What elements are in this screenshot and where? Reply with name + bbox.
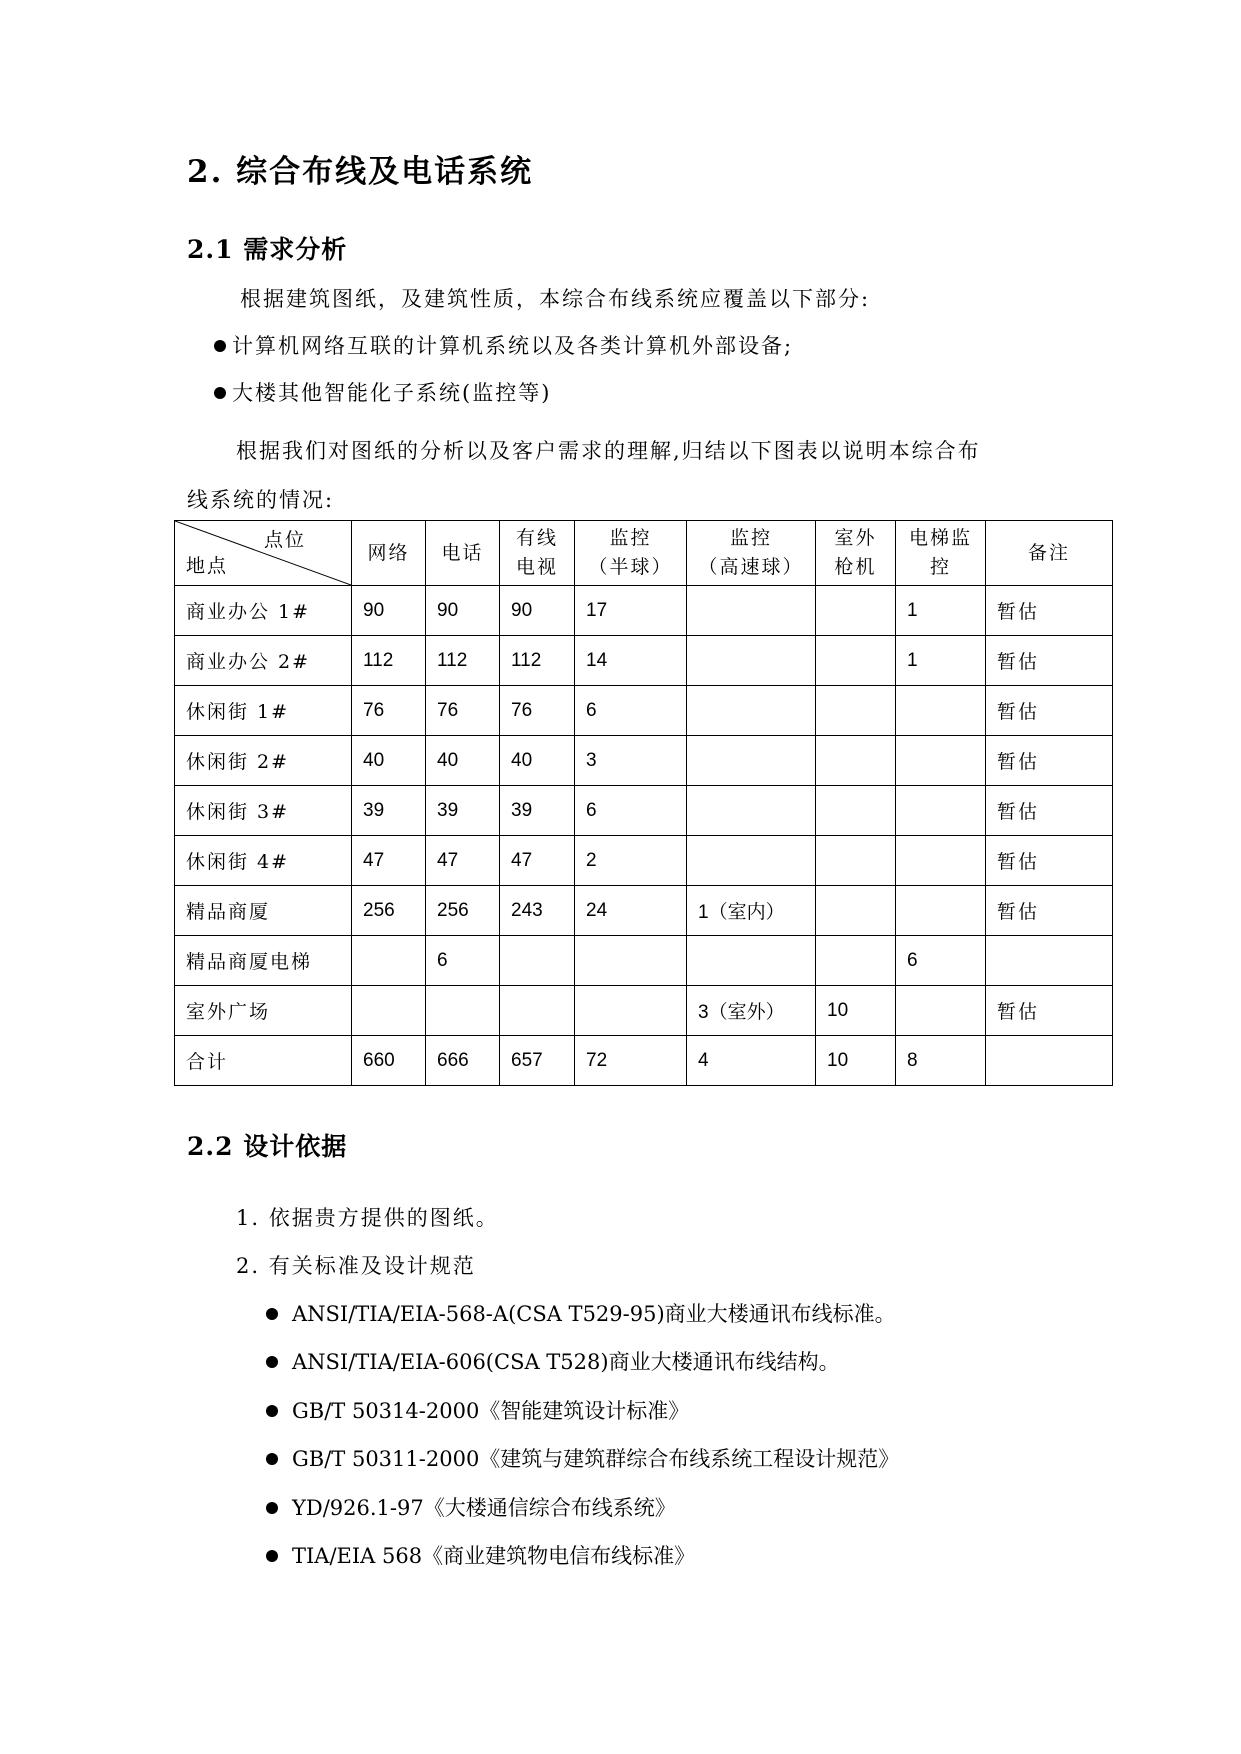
count-cell [896,886,986,936]
standard-text: TIA/EIA 568《商业建筑物电信布线标准》 [292,1544,696,1568]
count-cell [816,836,896,886]
standard-item [266,1346,840,1376]
header-speed-dome [687,521,816,586]
count-cell [816,786,896,836]
numbered-item: 1. 依据贵方提供的图纸。 [236,1206,499,1230]
count-cell: 6 [426,936,500,986]
count-cell [896,686,986,736]
bullet-icon [214,387,226,399]
standard-item [266,1540,695,1570]
header-cable-tv-line2: 电视 [515,556,558,578]
bullet-icon [266,1356,278,1368]
count-cell: 47 [500,836,575,886]
subsection-title-requirements: 2.1 需求分析 [187,235,348,264]
count-cell [896,736,986,786]
count-cell: 14 [575,636,687,686]
remarks-cell: 暂估 [986,836,1113,886]
header-dome-camera-line1: 监控 [609,527,652,549]
count-cell: 3（室外） [687,986,816,1036]
header-speed-dome-line1: 监控 [729,527,772,549]
count-cell: 1（室内） [687,886,816,936]
count-cell: 39 [500,786,575,836]
count-cell [575,986,687,1036]
bullet-item [214,377,551,407]
count-cell: 40 [426,736,500,786]
count-cell: 90 [500,586,575,636]
table-row [175,786,1113,836]
bullet-icon [266,1308,278,1320]
count-cell: 90 [352,586,426,636]
count-cell: 47 [352,836,426,886]
table-row [175,736,1113,786]
count-cell [816,686,896,736]
bullet-icon [214,340,226,352]
count-cell: 76 [426,686,500,736]
count-cell: 112 [426,636,500,686]
count-cell [816,936,896,986]
count-cell [687,736,816,786]
remarks-cell: 暂估 [986,636,1113,686]
table-row [175,1036,1113,1086]
standard-item [266,1492,676,1522]
count-cell: 1 [896,636,986,686]
location-cell: 精品商厦电梯 [175,936,352,986]
bullet-icon [266,1453,278,1465]
remarks-cell: 暂估 [986,786,1113,836]
remarks-cell [986,1036,1113,1086]
count-cell: 256 [426,886,500,936]
table-row [175,986,1113,1036]
count-cell: 10 [816,1036,896,1086]
count-cell: 243 [500,886,575,936]
count-cell: 39 [352,786,426,836]
count-cell [816,736,896,786]
count-cell: 6 [575,686,687,736]
location-cell: 精品商厦 [175,886,352,936]
count-cell [896,986,986,1036]
standard-item [266,1443,899,1473]
bullet-icon [266,1405,278,1417]
count-cell [687,936,816,986]
header-dome-camera-line2: （半球） [588,556,673,578]
count-cell: 24 [575,886,687,936]
subsection-title-basis: 2.2 设计依据 [187,1132,348,1161]
table-row [175,686,1113,736]
location-cell: 休闲街 3# [175,786,352,836]
remarks-cell: 暂估 [986,886,1113,936]
count-cell: 112 [352,636,426,686]
remarks-cell: 暂估 [986,686,1113,736]
count-cell: 657 [500,1036,575,1086]
header-outdoor-gun-line2: 枪机 [834,556,877,578]
header-point-label: 点位 [263,529,306,551]
count-cell: 10 [816,986,896,1036]
header-remarks: 备注 [986,521,1113,586]
table-row [175,886,1113,936]
count-cell: 90 [426,586,500,636]
table-header-row [175,521,1113,586]
count-cell: 39 [426,786,500,836]
header-outdoor-gun [816,521,896,586]
points-table [174,520,1113,1086]
count-cell: 1 [896,586,986,636]
analysis-paragraph-line2: 线系统的情况: [187,488,335,512]
count-cell [352,986,426,1036]
count-cell [816,586,896,636]
section-title: 2. 综合布线及电话系统 [187,154,534,190]
count-cell: 660 [352,1036,426,1086]
header-elevator-camera-line2: 控 [929,556,951,578]
location-cell: 合计 [175,1036,352,1086]
count-cell [687,586,816,636]
count-cell: 6 [896,936,986,986]
count-cell: 40 [500,736,575,786]
count-cell: 256 [352,886,426,936]
count-cell: 6 [575,786,687,836]
count-cell [816,636,896,686]
location-cell: 室外广场 [175,986,352,1036]
diagonal-header-cell [175,521,352,586]
header-speed-dome-line2: （高速球） [698,556,804,578]
count-cell: 112 [500,636,575,686]
count-cell: 666 [426,1036,500,1086]
standard-text: YD/926.1-97《大楼通信综合布线系统》 [292,1496,676,1520]
standard-text: ANSI/TIA/EIA-568-A(CSA T529-95)商业大楼通讯布线标准。 [292,1302,896,1326]
count-cell [687,636,816,686]
standard-text: GB/T 50314-2000《智能建筑设计标准》 [292,1399,690,1423]
count-cell: 17 [575,586,687,636]
standard-text: ANSI/TIA/EIA-606(CSA T528)商业大楼通讯布线结构。 [292,1350,840,1374]
count-cell [426,986,500,1036]
header-phone: 电话 [426,521,500,586]
header-elevator-camera-line1: 电梯监 [908,527,972,549]
remarks-cell [986,936,1113,986]
count-cell: 3 [575,736,687,786]
location-cell: 商业办公 2# [175,636,352,686]
location-cell: 休闲街 1# [175,686,352,736]
bullet-text: 大楼其他智能化子系统(监控等) [232,381,552,405]
remarks-cell: 暂估 [986,986,1113,1036]
count-cell: 8 [896,1036,986,1086]
standard-text: GB/T 50311-2000《建筑与建筑群综合布线系统工程设计规范》 [292,1447,900,1471]
count-cell: 76 [352,686,426,736]
location-cell: 商业办公 1# [175,586,352,636]
standard-item [266,1395,689,1425]
location-cell: 休闲街 2# [175,736,352,786]
count-cell: 72 [575,1036,687,1086]
bullet-icon [266,1502,278,1514]
remarks-cell: 暂估 [986,736,1113,786]
numbered-item: 2. 有关标准及设计规范 [236,1254,476,1278]
count-cell [687,786,816,836]
count-cell [500,936,575,986]
count-cell: 40 [352,736,426,786]
bullet-icon [266,1550,278,1562]
count-cell [687,686,816,736]
analysis-paragraph-line1: 根据我们对图纸的分析以及客户需求的理解,归结以下图表以说明本综合布 [236,439,981,463]
header-cable-tv [500,521,575,586]
header-location-label: 地点 [186,555,229,577]
header-network: 网络 [352,521,426,586]
header-elevator-camera [896,521,986,586]
table-row [175,836,1113,886]
header-cable-tv-line1: 有线 [515,527,558,549]
bullet-text: 计算机网络互联的计算机系统以及各类计算机外部设备; [232,334,794,358]
intro-paragraph: 根据建筑图纸，及建筑性质，本综合布线系统应覆盖以下部分: [240,287,871,311]
count-cell [500,986,575,1036]
count-cell [687,836,816,886]
header-dome-camera [575,521,687,586]
remarks-cell: 暂估 [986,586,1113,636]
count-cell: 4 [687,1036,816,1086]
count-cell [575,936,687,986]
count-cell [352,936,426,986]
count-cell [896,836,986,886]
count-cell: 76 [500,686,575,736]
count-cell [816,886,896,936]
table-row [175,586,1113,636]
standard-item [266,1298,896,1328]
count-cell: 47 [426,836,500,886]
count-cell [896,786,986,836]
count-cell: 2 [575,836,687,886]
header-outdoor-gun-line1: 室外 [834,527,877,549]
location-cell: 休闲街 4# [175,836,352,886]
table-row [175,936,1113,986]
table-row [175,636,1113,686]
table-body [175,586,1113,1086]
bullet-item [214,330,793,360]
